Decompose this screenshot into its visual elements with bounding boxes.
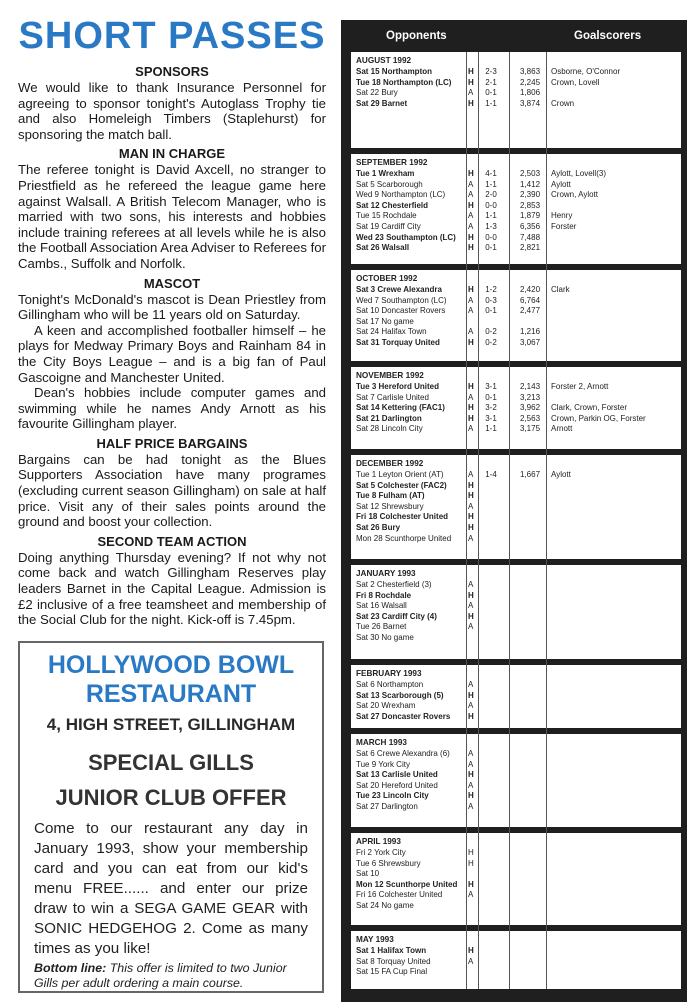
fixture-match: Sat 12 Shrewsbury bbox=[356, 501, 424, 511]
month-block bbox=[351, 833, 681, 925]
fixture-attendance: 2,821 bbox=[520, 243, 541, 253]
fixture-venue: H bbox=[468, 232, 474, 242]
fixture-attendance: 3,067 bbox=[520, 338, 541, 347]
goalscorers-column-header: Goalscorers bbox=[574, 30, 642, 42]
fixture-score: 2-1 bbox=[485, 77, 497, 87]
month-block bbox=[351, 154, 681, 264]
ad-title-line2: RESTAURANT bbox=[85, 680, 257, 708]
fixture-match: Sat 17 No game bbox=[356, 316, 414, 326]
page-title: SHORT PASSES bbox=[18, 15, 326, 57]
fixture-venue: H bbox=[468, 512, 474, 522]
fixture-row bbox=[351, 211, 681, 222]
fixture-match: Tue 1 Wrexham bbox=[356, 169, 415, 178]
fixture-row bbox=[351, 481, 681, 492]
month-name: DECEMBER 1992 bbox=[356, 459, 424, 468]
fixture-match: Sat 28 Lincoln City bbox=[356, 424, 423, 434]
section-body bbox=[18, 162, 326, 271]
fixture-match: Sat 21 Darlington bbox=[356, 413, 422, 423]
fixture-match: Sat 22 Bury bbox=[356, 88, 398, 98]
fixture-score: 1-3 bbox=[485, 222, 497, 231]
fixture-goalscorers: Aylott bbox=[551, 179, 571, 189]
fixture-row bbox=[351, 470, 681, 481]
fixture-row bbox=[351, 222, 681, 233]
fixture-venue: H bbox=[468, 243, 474, 253]
fixture-venue: A bbox=[468, 424, 474, 434]
fixture-match: Sat 23 Cardiff City (4) bbox=[356, 611, 437, 621]
fixture-match: Sat 13 Carlisle United bbox=[356, 770, 438, 780]
fixture-venue: A bbox=[468, 956, 474, 966]
month-name: MARCH 1993 bbox=[356, 738, 407, 747]
fixture-venue: A bbox=[468, 890, 474, 900]
fixture-match: Sat 16 Walsall bbox=[356, 601, 407, 611]
fixture-match: Tue 1 Leyton Orient (AT) bbox=[356, 470, 444, 479]
fixture-match: Sat 2 Chesterfield (3) bbox=[356, 580, 432, 589]
fixture-venue: H bbox=[468, 946, 474, 955]
fixture-row bbox=[351, 512, 681, 523]
fixture-match: Mon 12 Scunthorpe United bbox=[356, 879, 458, 889]
venue-separator bbox=[466, 52, 467, 989]
fixture-venue: A bbox=[468, 601, 474, 611]
fixture-score: 0-1 bbox=[485, 243, 497, 253]
section-paragraph: Bargains can be had tonight as the Blues Supporters Association have many programes (excluding current season Gillingham) on sale at half price. Visit any of their sales points around the ground and boost your collection. bbox=[18, 451, 326, 530]
section-body bbox=[18, 550, 326, 628]
fixture-match: Sat 27 Darlington bbox=[356, 802, 418, 811]
fixture-score: 4-1 bbox=[485, 169, 497, 178]
fixture-venue: H bbox=[468, 200, 474, 210]
section-body bbox=[18, 452, 326, 530]
fixture-score: 0-1 bbox=[485, 392, 497, 402]
fixture-row bbox=[351, 424, 681, 435]
month-block bbox=[351, 734, 681, 827]
fixture-row bbox=[351, 338, 681, 349]
fixture-row bbox=[351, 967, 681, 978]
fixture-match: Tue 15 Rochdale bbox=[356, 211, 417, 221]
fixture-match: Sat 1 Halifax Town bbox=[356, 946, 427, 955]
section-heading: HALF PRICE BARGAINS bbox=[96, 435, 248, 451]
fixture-venue: A bbox=[468, 179, 474, 189]
month-block bbox=[351, 270, 681, 361]
fixture-match: Sat 15 Northampton bbox=[356, 67, 433, 76]
ad-address: 4, HIGH STREET, GILLINGHAM bbox=[46, 715, 296, 734]
fixture-row bbox=[351, 414, 681, 425]
fixture-row bbox=[351, 88, 681, 99]
fixture-attendance: 2,143 bbox=[520, 382, 541, 391]
fixture-match: Sat 10 Doncaster Rovers bbox=[356, 306, 446, 316]
fixture-attendance: 2,420 bbox=[520, 285, 541, 294]
fixture-venue: H bbox=[468, 77, 474, 87]
fixture-score: 0-2 bbox=[485, 338, 497, 347]
fixture-goalscorers: Henry bbox=[551, 211, 573, 221]
fixture-match: Wed 9 Northampton (LC) bbox=[356, 190, 446, 200]
fixture-attendance: 2,503 bbox=[520, 169, 541, 178]
month-name: MAY 1993 bbox=[356, 935, 394, 944]
fixture-venue: A bbox=[468, 501, 474, 511]
venue-score-separator bbox=[478, 52, 479, 989]
fixture-row bbox=[351, 190, 681, 201]
fixture-match: Sat 6 Crewe Alexandra (6) bbox=[356, 749, 450, 758]
fixture-row bbox=[351, 382, 681, 393]
section-body bbox=[18, 80, 326, 142]
fixture-match: Fri 16 Colchester United bbox=[356, 890, 443, 900]
fixture-attendance: 1,667 bbox=[520, 470, 541, 479]
fixture-row bbox=[351, 591, 681, 602]
fixture-goalscorers: Crown, Parkin OG, Forster bbox=[551, 413, 646, 423]
fixture-match: Wed 7 Southampton (LC) bbox=[356, 295, 447, 305]
fixture-match: Sat 13 Scarborough (5) bbox=[356, 690, 444, 700]
month-name: OCTOBER 1992 bbox=[356, 274, 418, 283]
fixture-row bbox=[351, 770, 681, 781]
fixture-venue: A bbox=[468, 622, 474, 632]
fixture-match: Sat 27 Doncaster Rovers bbox=[356, 711, 451, 721]
fixture-venue: H bbox=[468, 403, 474, 413]
fixture-row bbox=[351, 859, 681, 870]
fixture-row bbox=[351, 502, 681, 513]
fixture-attendance: 2,853 bbox=[520, 200, 541, 210]
fixture-attendance: 3,213 bbox=[520, 392, 541, 402]
fixture-row bbox=[351, 327, 681, 338]
fixture-score: 1-1 bbox=[485, 179, 497, 189]
fixture-goalscorers: Osborne, O'Connor bbox=[551, 67, 621, 76]
month-name: APRIL 1993 bbox=[356, 837, 401, 846]
fixture-row bbox=[351, 633, 681, 644]
fixture-venue: A bbox=[468, 190, 474, 200]
fixture-score: 3-1 bbox=[485, 382, 497, 391]
fixture-attendance: 2,477 bbox=[520, 306, 541, 316]
fixture-row bbox=[351, 880, 681, 891]
fixture-attendance: 2,245 bbox=[520, 77, 541, 87]
fixture-row bbox=[351, 243, 681, 254]
fixture-attendance: 3,863 bbox=[520, 67, 541, 76]
fixture-score: 1-1 bbox=[485, 98, 497, 108]
fixture-row bbox=[351, 534, 681, 545]
section-paragraph: Tonight's McDonald's mascot is Dean Priestley from Gillingham who will be 11 years old on Saturday. bbox=[18, 291, 326, 323]
fixture-row bbox=[351, 317, 681, 328]
fixture-match: Wed 23 Southampton (LC) bbox=[356, 232, 456, 242]
fixture-match: Fri 18 Colchester United bbox=[356, 512, 449, 522]
section-heading: SPONSORS bbox=[135, 64, 209, 79]
section-body bbox=[18, 292, 326, 432]
fixture-score: 2-3 bbox=[485, 67, 497, 76]
ad-offer-line2: JUNIOR CLUB OFFER bbox=[55, 785, 287, 810]
fixture-venue: H bbox=[468, 169, 474, 178]
section-paragraph: We would like to thank Insurance Personnel for agreeing to sponsor tonight's Autoglass Trophy tie and also Homeleigh Timbers (Staplehurst) for sponsoring the match ball. bbox=[18, 80, 326, 142]
fixture-goalscorers: Crown, Aylott bbox=[551, 190, 598, 200]
fixture-attendance: 2,390 bbox=[520, 190, 541, 200]
fixture-attendance: 1,216 bbox=[520, 327, 541, 337]
fixture-match: Sat 20 Hereford United bbox=[356, 780, 438, 790]
month-block bbox=[351, 52, 681, 148]
fixture-venue: H bbox=[468, 338, 474, 347]
month-block bbox=[351, 367, 681, 449]
left-column bbox=[18, 14, 326, 632]
fixture-venue: H bbox=[468, 858, 474, 868]
ad-bottom-note bbox=[34, 961, 308, 991]
fixture-match: Tue 9 York City bbox=[356, 759, 410, 769]
fixture-match: Sat 26 Walsall bbox=[356, 243, 410, 253]
fixture-row bbox=[351, 306, 681, 317]
fixture-row bbox=[351, 491, 681, 502]
fixture-row bbox=[351, 749, 681, 760]
fixture-venue: H bbox=[468, 590, 474, 600]
fixture-goalscorers: Clark, Crown, Forster bbox=[551, 403, 628, 413]
fixture-goalscorers: Crown, Lovell bbox=[551, 77, 600, 87]
fixture-goalscorers: Forster 2, Arnott bbox=[551, 382, 609, 391]
fixture-match: Sat 6 Northampton bbox=[356, 680, 424, 689]
month-name: SEPTEMBER 1992 bbox=[356, 158, 428, 167]
fixture-row bbox=[351, 901, 681, 912]
fixture-row bbox=[351, 781, 681, 792]
fixture-match: Sat 5 Colchester (FAC2) bbox=[356, 480, 447, 490]
month-block bbox=[351, 665, 681, 728]
fixture-row bbox=[351, 580, 681, 591]
ad-offer-line1: SPECIAL GILLS bbox=[88, 750, 254, 775]
fixture-attendance: 6,764 bbox=[520, 295, 541, 305]
fixture-match: Tue 23 Lincoln City bbox=[356, 791, 429, 801]
fixture-score: 0-1 bbox=[485, 88, 497, 98]
fixture-venue: A bbox=[468, 306, 474, 316]
fixture-venue: H bbox=[468, 711, 474, 721]
fixture-row bbox=[351, 848, 681, 859]
fixture-match: Fri 8 Rochdale bbox=[356, 590, 412, 600]
month-name: FEBRUARY 1993 bbox=[356, 669, 422, 678]
fixture-venue: A bbox=[468, 470, 474, 479]
fixture-match: Tue 8 Fulham (AT) bbox=[356, 491, 425, 501]
fixture-row bbox=[351, 957, 681, 968]
ad-note-label: Bottom line: bbox=[34, 961, 107, 975]
fixture-attendance: 1,879 bbox=[520, 211, 541, 221]
fixture-match: Sat 30 No game bbox=[356, 633, 414, 642]
fixture-venue: A bbox=[468, 327, 474, 337]
fixture-row bbox=[351, 712, 681, 723]
ad-title-line1: HOLLYWOOD BOWL bbox=[47, 651, 295, 679]
fixture-score: 3-1 bbox=[485, 413, 497, 423]
month-block bbox=[351, 931, 681, 989]
fixture-attendance: 3,962 bbox=[520, 403, 541, 413]
fixture-row bbox=[351, 802, 681, 813]
fixture-match: Sat 19 Cardiff City bbox=[356, 222, 421, 231]
opponents-column-header: Opponents bbox=[386, 30, 447, 42]
fixture-goalscorers: Aylott, Lovell(3) bbox=[551, 169, 606, 178]
fixture-row bbox=[351, 523, 681, 534]
fixture-row bbox=[351, 169, 681, 180]
fixture-venue: H bbox=[468, 480, 474, 490]
fixture-score: 1-2 bbox=[485, 285, 497, 294]
fixture-match: Tue 3 Hereford United bbox=[356, 382, 439, 391]
fixture-match: Tue 6 Shrewsbury bbox=[356, 858, 421, 868]
fixture-row bbox=[351, 791, 681, 802]
fixture-match: Sat 12 Chesterfield bbox=[356, 200, 429, 210]
fixture-match: Sat 14 Kettering (FAC1) bbox=[356, 403, 445, 413]
fixture-venue: H bbox=[468, 491, 474, 501]
fixture-row bbox=[351, 296, 681, 307]
fixture-row bbox=[351, 890, 681, 901]
fixture-venue: H bbox=[468, 523, 474, 532]
month-name: JANUARY 1993 bbox=[356, 569, 416, 578]
month-block bbox=[351, 565, 681, 659]
section-heading: SECOND TEAM ACTION bbox=[97, 533, 247, 549]
ad-note-text: This offer is limited to two Junior Gills per adult ordering a main course. bbox=[34, 961, 287, 990]
fixture-row bbox=[351, 701, 681, 712]
fixture-venue: A bbox=[468, 749, 474, 758]
fixture-score: 1-1 bbox=[485, 211, 497, 221]
fixture-row bbox=[351, 67, 681, 78]
fixture-row bbox=[351, 233, 681, 244]
fixture-row bbox=[351, 180, 681, 191]
month-block bbox=[351, 455, 681, 559]
fixture-match: Mon 28 Scunthorpe United bbox=[356, 533, 452, 543]
score-separator bbox=[509, 52, 510, 989]
fixture-venue: A bbox=[468, 802, 474, 811]
fixture-row bbox=[351, 285, 681, 296]
fixture-match: Sat 29 Barnet bbox=[356, 98, 408, 108]
fixture-row bbox=[351, 601, 681, 612]
fixture-attendance: 1,412 bbox=[520, 179, 541, 189]
section-heading: MASCOT bbox=[143, 275, 201, 291]
fixture-match: Sat 7 Carlisle United bbox=[356, 392, 429, 402]
fixture-venue: H bbox=[468, 413, 474, 423]
fixture-match: Sat 26 Bury bbox=[356, 523, 401, 532]
fixture-match: Sat 5 Scarborough bbox=[356, 179, 423, 189]
section-paragraph: The referee tonight is David Axcell, no stranger to Priestfield as he refereed the league game here against Walsall. A British Telecom Manager, who is married with two sons, his interests and hobbies include training referees at all levels while he is also the Football Association Area Adviser to Referees for Cambs., Suffolk and Norfolk. bbox=[18, 162, 326, 271]
fixture-match: Sat 20 Wrexham bbox=[356, 701, 416, 711]
fixture-venue: A bbox=[468, 780, 474, 790]
fixture-row bbox=[351, 622, 681, 633]
fixture-attendance: 3,175 bbox=[520, 424, 541, 434]
fixture-venue: A bbox=[468, 533, 474, 543]
fixture-match: Tue 26 Barnet bbox=[356, 622, 407, 632]
fixture-score: 0-3 bbox=[485, 295, 497, 305]
fixture-venue: H bbox=[468, 611, 474, 621]
restaurant-advert bbox=[18, 641, 324, 993]
fixture-row bbox=[351, 99, 681, 110]
fixture-score: 0-1 bbox=[485, 306, 497, 316]
fixture-match: Tue 18 Northampton (LC) bbox=[356, 77, 452, 87]
fixture-attendance: 7,488 bbox=[520, 232, 541, 242]
fixture-score: 1-1 bbox=[485, 424, 497, 434]
fixture-row bbox=[351, 201, 681, 212]
fixture-goalscorers: Arnott bbox=[551, 424, 573, 434]
fixture-match: Sat 24 Halifax Town bbox=[356, 327, 427, 337]
fixture-venue: H bbox=[468, 67, 474, 76]
fixture-venue: H bbox=[468, 690, 474, 700]
fixture-row bbox=[351, 612, 681, 623]
fixture-score: 3-2 bbox=[485, 403, 497, 413]
fixture-row bbox=[351, 760, 681, 771]
fixture-goalscorers: Crown bbox=[551, 98, 575, 108]
fixture-row bbox=[351, 78, 681, 89]
fixture-match: Sat 24 No game bbox=[356, 901, 414, 910]
fixture-venue: H bbox=[468, 848, 474, 857]
attendance-separator bbox=[546, 52, 547, 989]
fixture-venue: A bbox=[468, 222, 474, 231]
fixture-match: Sat 10 bbox=[356, 869, 380, 879]
fixture-venue: A bbox=[468, 759, 474, 769]
fixture-row bbox=[351, 680, 681, 691]
ad-body-text: Come to our restaurant any day in January 1993, show your membership card and you can eat from our kid's menu FREE...... and enter our prize draw to win a SEGA GAME GEAR with SONIC HEDGEHOG 2. Come as many times as you like! bbox=[34, 820, 308, 957]
fixture-row bbox=[351, 691, 681, 702]
fixture-score: 0-2 bbox=[485, 327, 497, 337]
fixture-score: 2-0 bbox=[485, 190, 497, 200]
fixture-row bbox=[351, 869, 681, 880]
fixture-match: Sat 3 Crewe Alexandra bbox=[356, 285, 442, 294]
fixture-goalscorers: Clark bbox=[551, 285, 570, 294]
section-paragraph: A keen and accomplished footballer himself – he plays for Medway Primary Boys and Rainham 84 in the City Boys League – and is a big fan of Paul Gascoigne and Manchester United. bbox=[18, 322, 326, 385]
fixture-row bbox=[351, 393, 681, 404]
fixture-venue: A bbox=[468, 580, 474, 589]
month-name: NOVEMBER 1992 bbox=[356, 371, 424, 380]
fixture-row bbox=[351, 403, 681, 414]
fixture-row bbox=[351, 946, 681, 957]
fixture-score: 1-4 bbox=[485, 470, 497, 479]
fixture-match: Sat 8 Torquay United bbox=[356, 956, 431, 966]
fixture-venue: H bbox=[468, 98, 474, 108]
fixture-venue: A bbox=[468, 392, 474, 402]
sections-container bbox=[18, 64, 326, 628]
fixtures-panel bbox=[341, 20, 687, 1002]
section-heading: MAN IN CHARGE bbox=[118, 146, 226, 162]
fixture-goalscorers: Aylott bbox=[551, 470, 571, 479]
section-paragraph: Doing anything Thursday evening? If not why not come back and watch Gillingham Reserves play leaders Barnet in the Capital League. Admission is £2 inclusive of a free teamsheet and membership of the Social Club for the night. Kick-off is 7.45pm. bbox=[18, 549, 326, 628]
fixture-match: Fri 2 York City bbox=[356, 848, 406, 857]
fixture-score: 0-0 bbox=[485, 200, 497, 210]
fixture-venue: H bbox=[468, 770, 474, 780]
fixture-match: Sat 15 FA Cup Final bbox=[356, 967, 428, 977]
fixture-venue: H bbox=[468, 382, 474, 391]
fixture-venue: A bbox=[468, 295, 474, 305]
fixture-venue: A bbox=[468, 88, 474, 98]
fixture-venue: H bbox=[468, 285, 474, 294]
fixture-venue: H bbox=[468, 879, 474, 889]
fixture-attendance: 2,563 bbox=[520, 413, 541, 423]
fixture-venue: A bbox=[468, 211, 474, 221]
month-name: AUGUST 1992 bbox=[356, 56, 412, 65]
fixture-attendance: 1,806 bbox=[520, 88, 541, 98]
fixture-attendance: 3,874 bbox=[520, 98, 541, 108]
fixture-score: 0-0 bbox=[485, 232, 497, 242]
fixture-venue: A bbox=[468, 701, 474, 711]
fixture-venue: A bbox=[468, 680, 474, 689]
fixture-goalscorers: Forster bbox=[551, 222, 577, 231]
fixture-venue: H bbox=[468, 791, 474, 801]
section-paragraph: Dean's hobbies include computer games and swimming while he names Andy Arnott as his favourite Gillingham player. bbox=[18, 385, 326, 432]
fixtures-header bbox=[341, 20, 687, 50]
fixture-attendance: 6,356 bbox=[520, 222, 541, 231]
fixture-match: Sat 31 Torquay United bbox=[356, 338, 440, 347]
